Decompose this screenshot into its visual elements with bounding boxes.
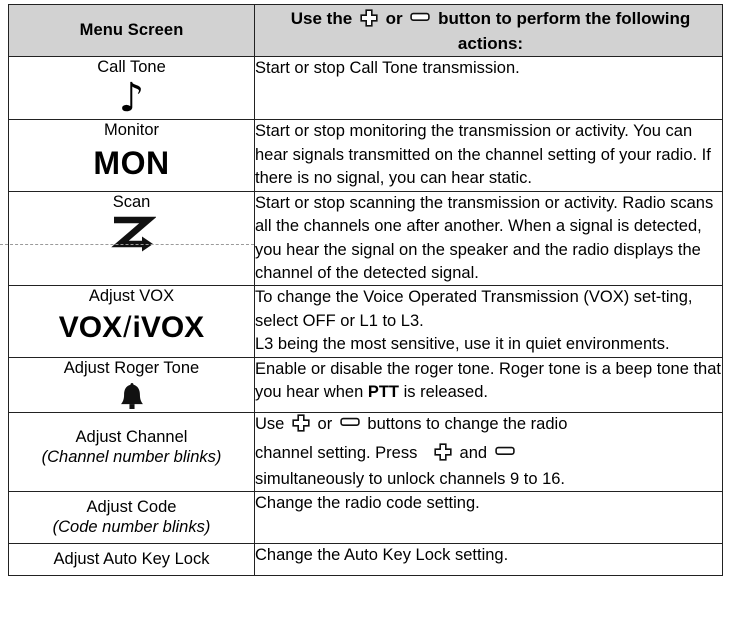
menu-label: Adjust Auto Key Lock <box>53 550 210 569</box>
menu-cell-adjust-roger-tone <box>9 357 255 412</box>
minus-button-icon <box>495 445 515 457</box>
menu-cell-adjust-auto-key-lock <box>9 544 255 576</box>
glyph-row <box>9 143 254 183</box>
table-row <box>9 492 723 544</box>
menu-cell-adjust-vox <box>9 286 255 357</box>
minus-button-icon <box>340 416 360 428</box>
description-part-b: or <box>317 414 333 433</box>
table-row <box>9 191 723 286</box>
plus-button-icon <box>360 9 378 27</box>
glyph-row <box>9 308 254 348</box>
vox-ivox-text-icon <box>59 313 204 343</box>
header-instruction-text <box>255 5 722 56</box>
menu-cell-call-tone <box>9 57 255 120</box>
description-text: Start or stop Call Tone transmission. <box>255 59 520 78</box>
table-header-row <box>9 5 723 57</box>
menu-sublabel: (Channel number blinks) <box>41 447 222 466</box>
header-text-part-3: button to perform the following actions: <box>438 9 691 53</box>
menu-cell-adjust-channel <box>9 412 255 491</box>
description-part-1: Enable or disable the roger tone. Roger tone is a beep tone that you hear when <box>255 359 721 402</box>
table-row <box>9 57 723 120</box>
header-label-menu-screen: Menu Screen <box>79 21 184 39</box>
description-part-e: and <box>459 444 488 463</box>
glyph-row <box>9 75 254 122</box>
menu-label: Monitor <box>103 121 160 140</box>
description-cell-adjust-roger-tone <box>255 357 723 412</box>
description-cell-adjust-code <box>255 492 723 544</box>
menu-label: Adjust Code <box>86 498 177 517</box>
description-text: Change the radio code setting. <box>255 494 480 513</box>
scan-arrow-icon <box>108 214 156 254</box>
menu-cell-adjust-code <box>9 492 255 544</box>
music-note-icon: ♪ <box>118 75 145 122</box>
table-row <box>9 357 723 412</box>
menu-screen-table <box>8 4 723 576</box>
description-cell-scan <box>255 191 723 286</box>
description-cell-adjust-vox <box>255 286 723 357</box>
menu-sublabel: (Code number blinks) <box>52 518 211 537</box>
bell-icon <box>116 380 148 412</box>
vox-left: VOX <box>58 311 123 345</box>
header-text-part-2: or <box>385 9 403 28</box>
description-cell-adjust-auto-key-lock <box>255 544 723 576</box>
menu-label: Adjust Channel <box>75 427 188 446</box>
glyph-row <box>9 380 254 412</box>
ptt-bold-text: PTT <box>367 383 399 402</box>
description-line-3: simultaneously to unlock channels 9 to 16. <box>255 469 566 488</box>
vox-slash: / <box>123 311 132 345</box>
table-row <box>9 544 723 576</box>
vox-right: iVOX <box>132 311 205 345</box>
description-text: Start or stop scanning the transmission or activity. Radio scans all the channels one after another. When a signal is detected, you hear the signal on the speaker and the radio displays the channel of the detected signal. <box>255 193 714 282</box>
plus-button-icon <box>434 443 452 461</box>
plus-button-icon <box>292 414 310 432</box>
description-text <box>255 358 722 405</box>
menu-label: Adjust VOX <box>88 287 175 306</box>
description-text: Change the Auto Key Lock setting. <box>255 546 509 565</box>
description-cell-call-tone <box>255 57 723 120</box>
description-part-2: is released. <box>399 383 488 402</box>
menu-cell-monitor <box>9 120 255 191</box>
header-text-part-1: Use the <box>290 9 353 28</box>
menu-label: Call Tone <box>97 58 166 77</box>
description-part-a: Use <box>255 414 285 433</box>
header-cell-menu-screen <box>9 5 255 57</box>
description-cell-monitor <box>255 120 723 191</box>
table-row <box>9 412 723 491</box>
menu-cell-scan <box>9 191 255 286</box>
glyph-row <box>9 214 254 254</box>
menu-label: Adjust Roger Tone <box>63 358 200 377</box>
menu-label: Scan <box>112 192 151 211</box>
table-row <box>9 286 723 357</box>
table-row <box>9 120 723 191</box>
description-text: L3 being the most sensitive, use it in quiet environments. <box>255 335 670 354</box>
description-part-d: channel setting. Press <box>255 444 418 463</box>
description-text: To change the Voice Operated Transmission (VOX) set-ting, select OFF or L1 to L3. <box>255 288 693 330</box>
description-part-c: buttons to change the radio <box>367 414 568 433</box>
description-line-2 <box>255 442 722 465</box>
description-text: Start or stop monitoring the transmission or activity. You can hear signals transmitted on the channel setting of your radio. If there is no signal, you can hear static. <box>255 122 711 188</box>
header-cell-instructions <box>255 5 723 57</box>
mon-text-icon: MON <box>93 144 170 181</box>
description-cell-adjust-channel <box>255 412 723 491</box>
description-line-1 <box>255 413 722 436</box>
minus-button-icon <box>410 11 430 23</box>
